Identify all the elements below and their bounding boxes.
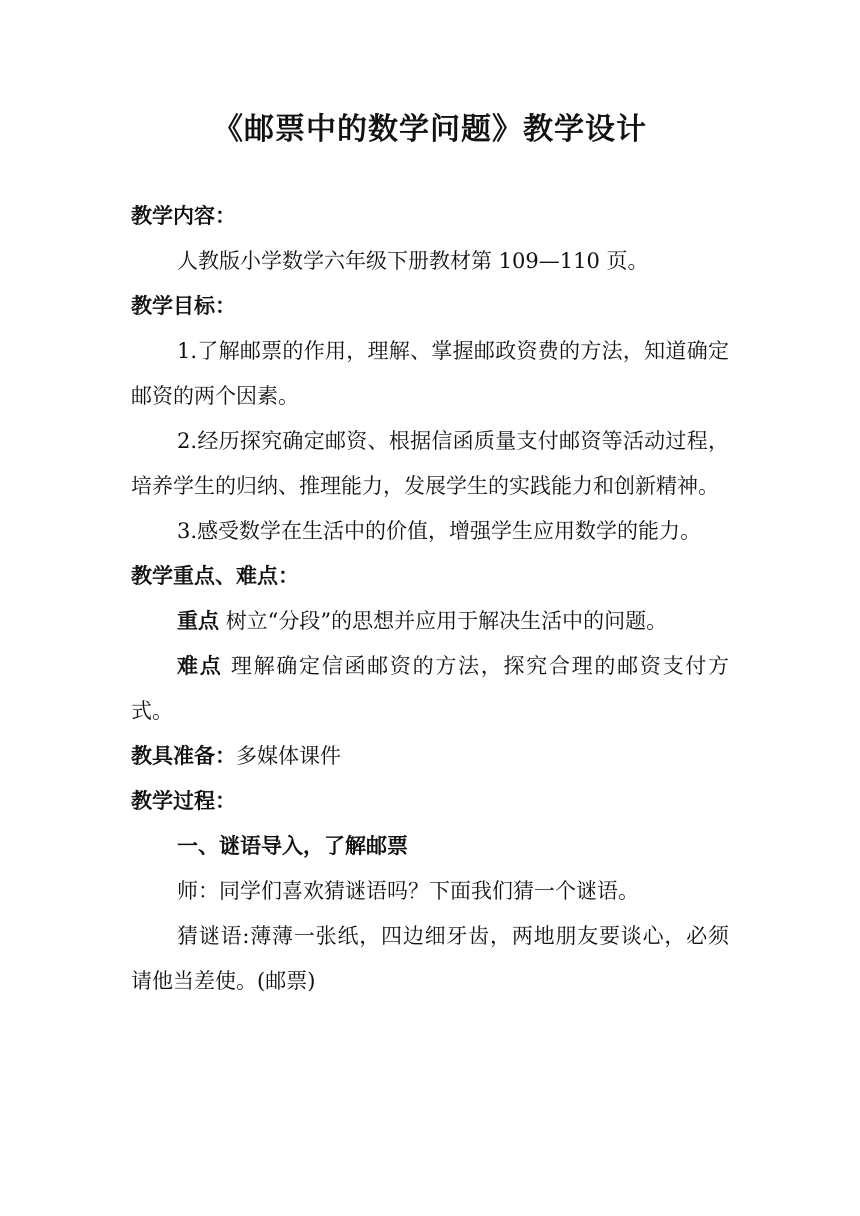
riddle-line: 猜谜语:薄薄一张纸，四边细牙齿，两地朋友要谈心，必须请他当差使。(邮票): [131, 924, 729, 993]
tools-heading: 教具准备：: [131, 744, 236, 768]
goal-3: 3.感受数学在生活中的价值，增强学生应用数学的能力。: [177, 519, 702, 543]
document-body: [131, 194, 729, 1004]
key-point-label: 重点: [177, 609, 219, 633]
content-text: 人教版小学数学六年级下册教材第 109—110 页。: [177, 249, 649, 273]
tools-text: 多媒体课件: [236, 744, 341, 768]
key-difficulty-heading: 教学重点、难点：: [131, 564, 299, 588]
teacher-line: 师：同学们喜欢猜谜语吗？下面我们猜一个谜语。: [177, 879, 639, 903]
step-1-heading: 一、谜语导入，了解邮票: [177, 834, 408, 858]
goals-heading: 教学目标：: [131, 294, 236, 318]
goal-2: 2.经历探究确定邮资、根据信函质量支付邮资等活动过程，培养学生的归纳、推理能力，发展学生的实践能力和创新精神。: [131, 429, 729, 498]
document-title: 《邮票中的数学问题》教学设计: [213, 112, 647, 147]
key-point-text: 树立“分段”的思想并应用于解决生活中的问题。: [225, 609, 668, 633]
difficulty-paragraph: [131, 644, 729, 734]
difficulty-label: 难点: [177, 654, 223, 678]
tools-paragraph: [131, 734, 729, 779]
key-point-paragraph: [131, 599, 729, 644]
content-heading: 教学内容：: [131, 204, 236, 228]
process-heading: 教学过程：: [131, 789, 236, 813]
difficulty-text: 理解确定信函邮资的方法，探究合理的邮资支付方式。: [131, 654, 730, 723]
goal-1: 1.了解邮票的作用，理解、掌握邮政资费的方法，知道确定邮资的两个因素。: [131, 339, 729, 408]
